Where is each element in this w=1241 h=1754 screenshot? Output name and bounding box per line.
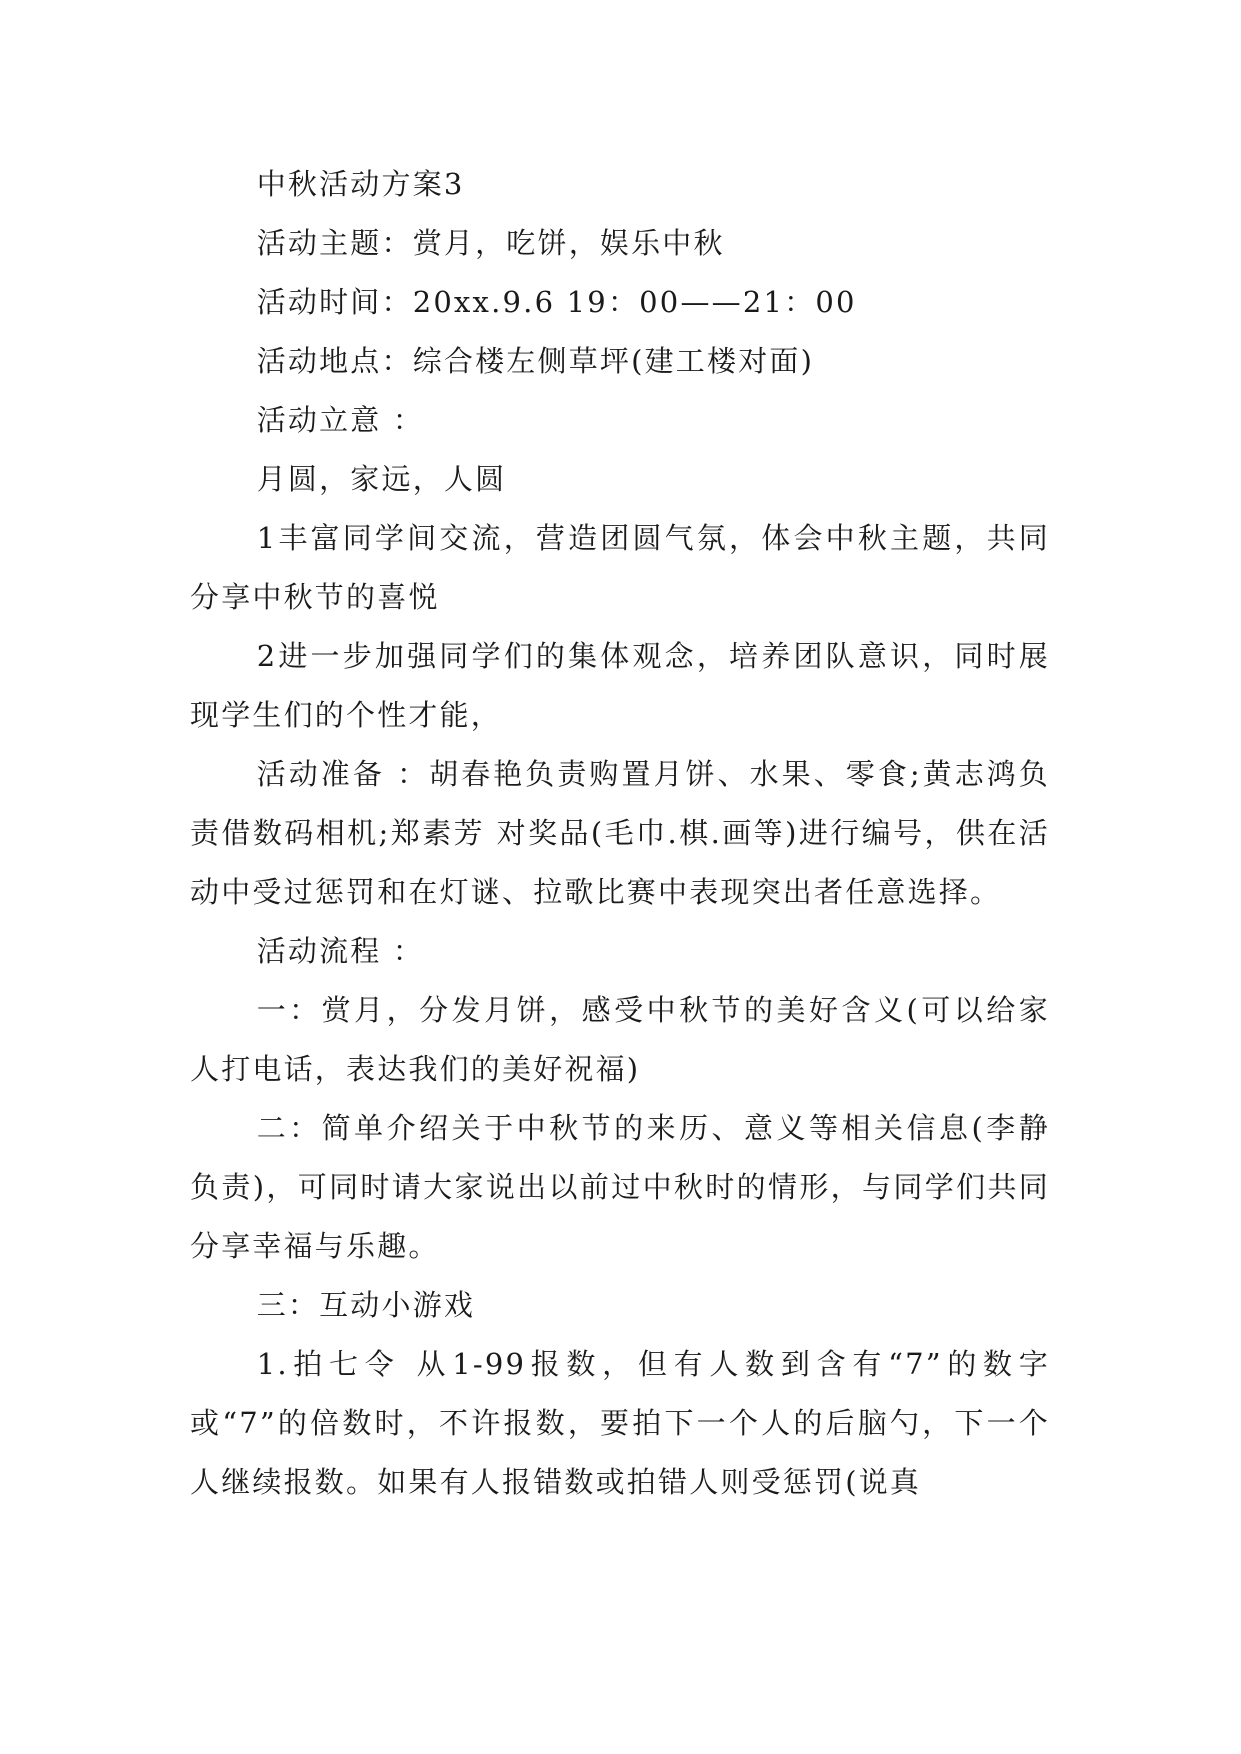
game-item-1: 1.拍七令 从1-99报数，但有人数到含有“7”的数字或“7”的倍数时，不许报数，要拍下一个人的后脑勺，下一个人继续报数。如果有人报错数或拍错人则受惩罚(说真 bbox=[190, 1347, 1050, 1499]
activity-purpose-heading: 活动立意 ： bbox=[256, 403, 425, 437]
process-step-3: 三：互动小游戏 bbox=[256, 1288, 476, 1322]
document-title: 中秋活动方案3 bbox=[256, 167, 465, 201]
process-step-1: 一：赏月，分发月饼，感受中秋节的美好含义(可以给家人打电话，表达我们的美好祝福) bbox=[190, 993, 1050, 1086]
activity-theme: 活动主题：赏月，吃饼，娱乐中秋 bbox=[256, 226, 725, 260]
purpose-motto: 月圆，家远，人圆 bbox=[256, 462, 507, 496]
activity-preparation: 活动准备 ：胡春艳负责购置月饼、水果、零食;黄志鸿负责借数码相机;郑素芳 对奖品(毛巾.棋.画等)进行编号，供在活动中受过惩罚和在灯谜、拉歌比赛中表现突出者任意选择。 bbox=[190, 757, 1050, 909]
purpose-item-1: 1丰富同学间交流，营造团圆气氛，体会中秋主题，共同分享中秋节的喜悦 bbox=[190, 521, 1050, 614]
process-step-2: 二：简单介绍关于中秋节的来历、意义等相关信息(李静负责)，可同时请大家说出以前过中秋时的情形，与同学们共同分享幸福与乐趣。 bbox=[190, 1111, 1050, 1263]
activity-location: 活动地点：综合楼左侧草坪(建工楼对面) bbox=[256, 344, 815, 378]
purpose-item-2: 2进一步加强同学们的集体观念，培养团队意识，同时展现学生们的个性才能， bbox=[190, 639, 1050, 732]
activity-process-heading: 活动流程 ： bbox=[256, 934, 425, 968]
activity-time: 活动时间：20xx.9.6 19：00——21：00 bbox=[256, 285, 857, 319]
document-body bbox=[190, 155, 1050, 1512]
